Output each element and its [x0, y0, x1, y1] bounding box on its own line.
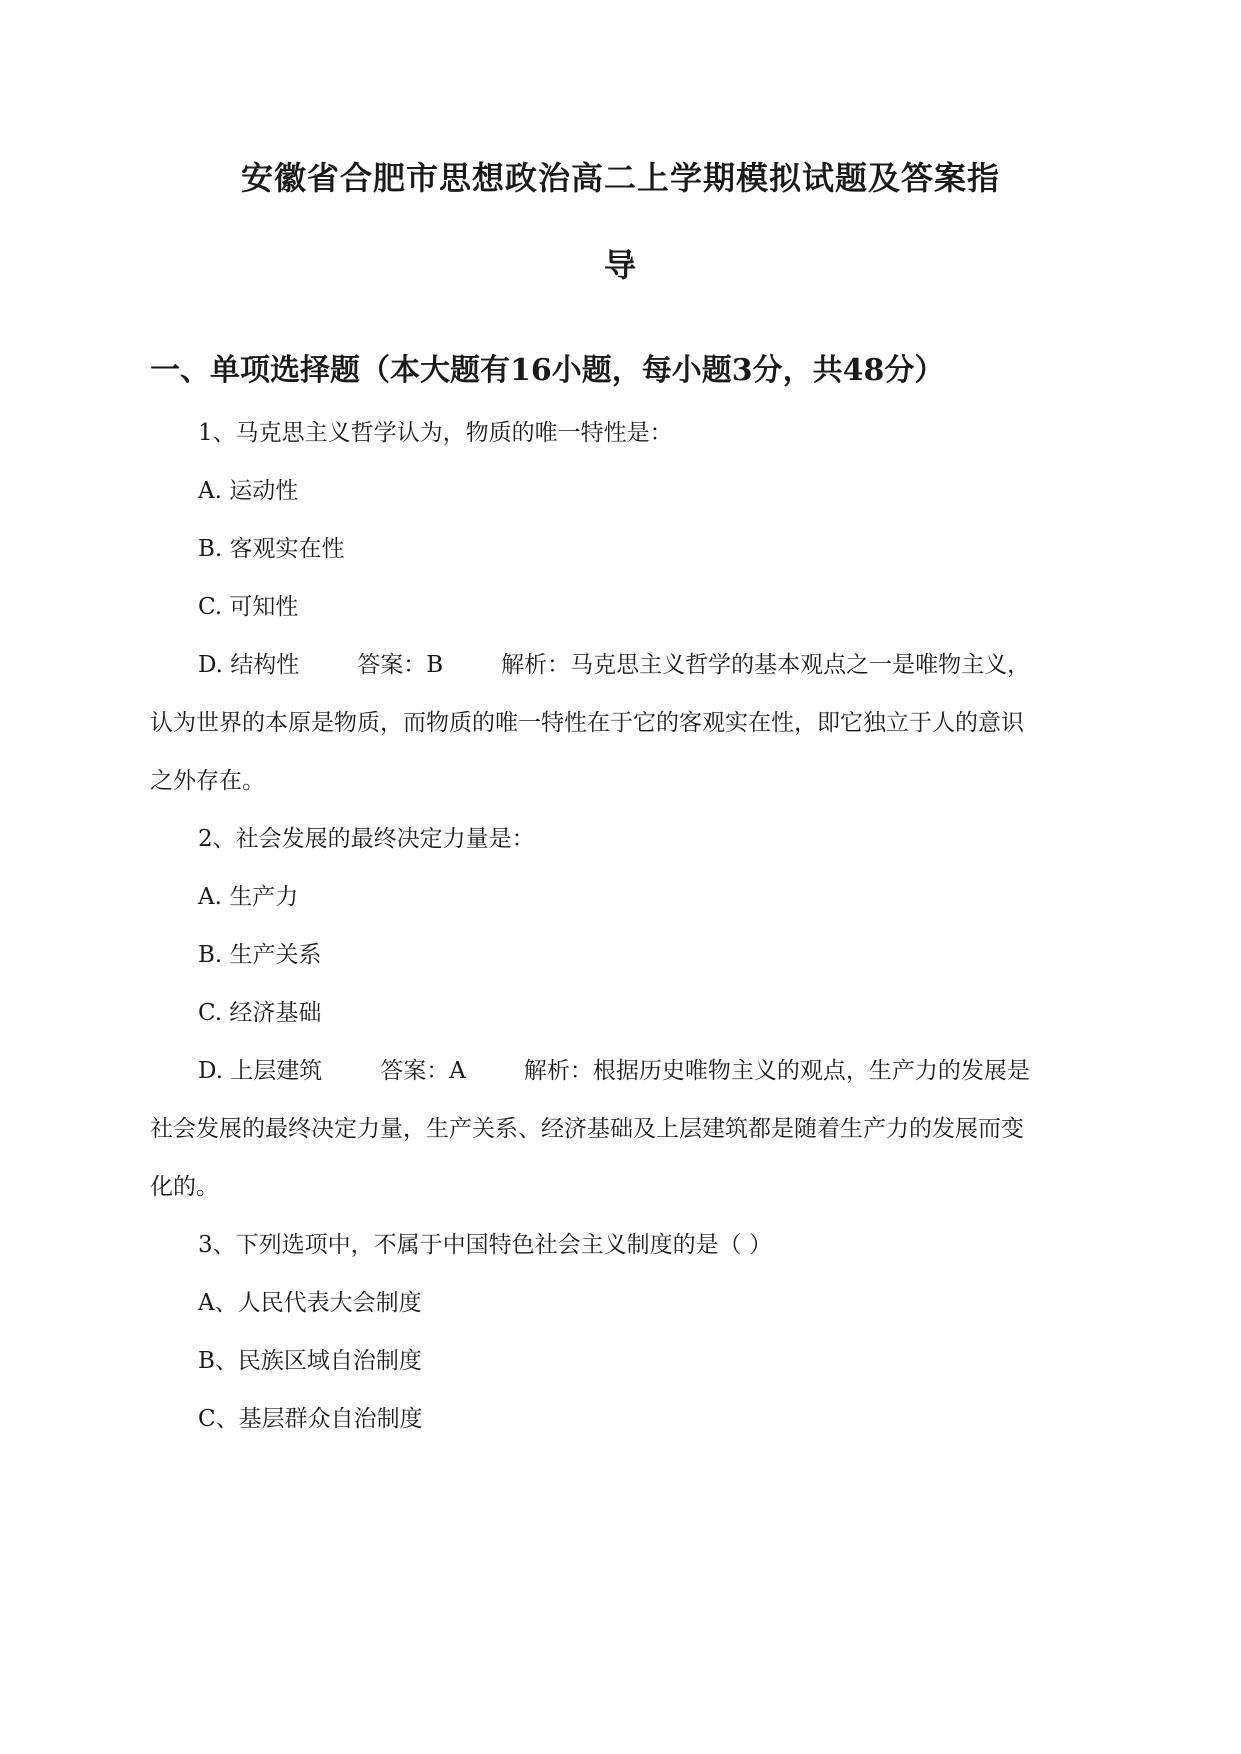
q2-analysis-head: 解析：根据历史唯物主义的观点，生产力的发展是 — [523, 1058, 1030, 1084]
document-title-line-2: 导 — [603, 246, 637, 284]
q1-analysis-head: 解析：马克思主义哲学的基本观点之一是唯物主义， — [501, 652, 1031, 678]
q1-option-d-row — [198, 649, 1030, 681]
q1-analysis-line-2: 认为世界的本原是物质，而物质的唯一特性在于它的客观实在性，即它独立于人的意识 — [150, 710, 1024, 736]
q2-option-b: B. 生产关系 — [198, 942, 322, 968]
q2-stem: 2、社会发展的最终决定力量是： — [198, 826, 535, 852]
q2-option-a: A. 生产力 — [198, 884, 299, 910]
q2-analysis-line-2: 社会发展的最终决定力量，生产关系、经济基础及上层建筑都是随着生产力的发展而变 — [150, 1116, 1024, 1142]
q2-option-d-row — [198, 1055, 1030, 1087]
document-title-line-1: 安徽省合肥市思想政治高二上学期模拟试题及答案指 — [240, 159, 1000, 197]
q2-option-d: D. 上层建筑 — [198, 1058, 323, 1084]
q3-option-b: B、民族区域自治制度 — [198, 1348, 422, 1374]
q2-option-c: C. 经济基础 — [198, 1000, 322, 1026]
q1-answer: 答案：B — [357, 652, 444, 678]
q1-option-d: D. 结构性 — [198, 652, 300, 678]
q3-stem: 3、下列选项中，不属于中国特色社会主义制度的是（ ） — [198, 1232, 772, 1258]
q3-option-c: C、基层群众自治制度 — [198, 1406, 423, 1432]
q2-analysis-line-3: 化的。 — [150, 1174, 219, 1200]
q2-answer: 答案：A — [380, 1058, 466, 1084]
section-heading: 一、单项选择题（本大题有16小题，每小题3分，共48分） — [150, 353, 945, 388]
q1-option-a: A. 运动性 — [198, 478, 299, 504]
q1-stem: 1、马克思主义哲学认为，物质的唯一特性是： — [198, 420, 673, 446]
q1-analysis-line-3: 之外存在。 — [150, 768, 265, 794]
q3-option-a: A、人民代表大会制度 — [198, 1290, 422, 1316]
q1-option-b: B. 客观实在性 — [198, 536, 345, 562]
q1-option-c: C. 可知性 — [198, 594, 299, 620]
